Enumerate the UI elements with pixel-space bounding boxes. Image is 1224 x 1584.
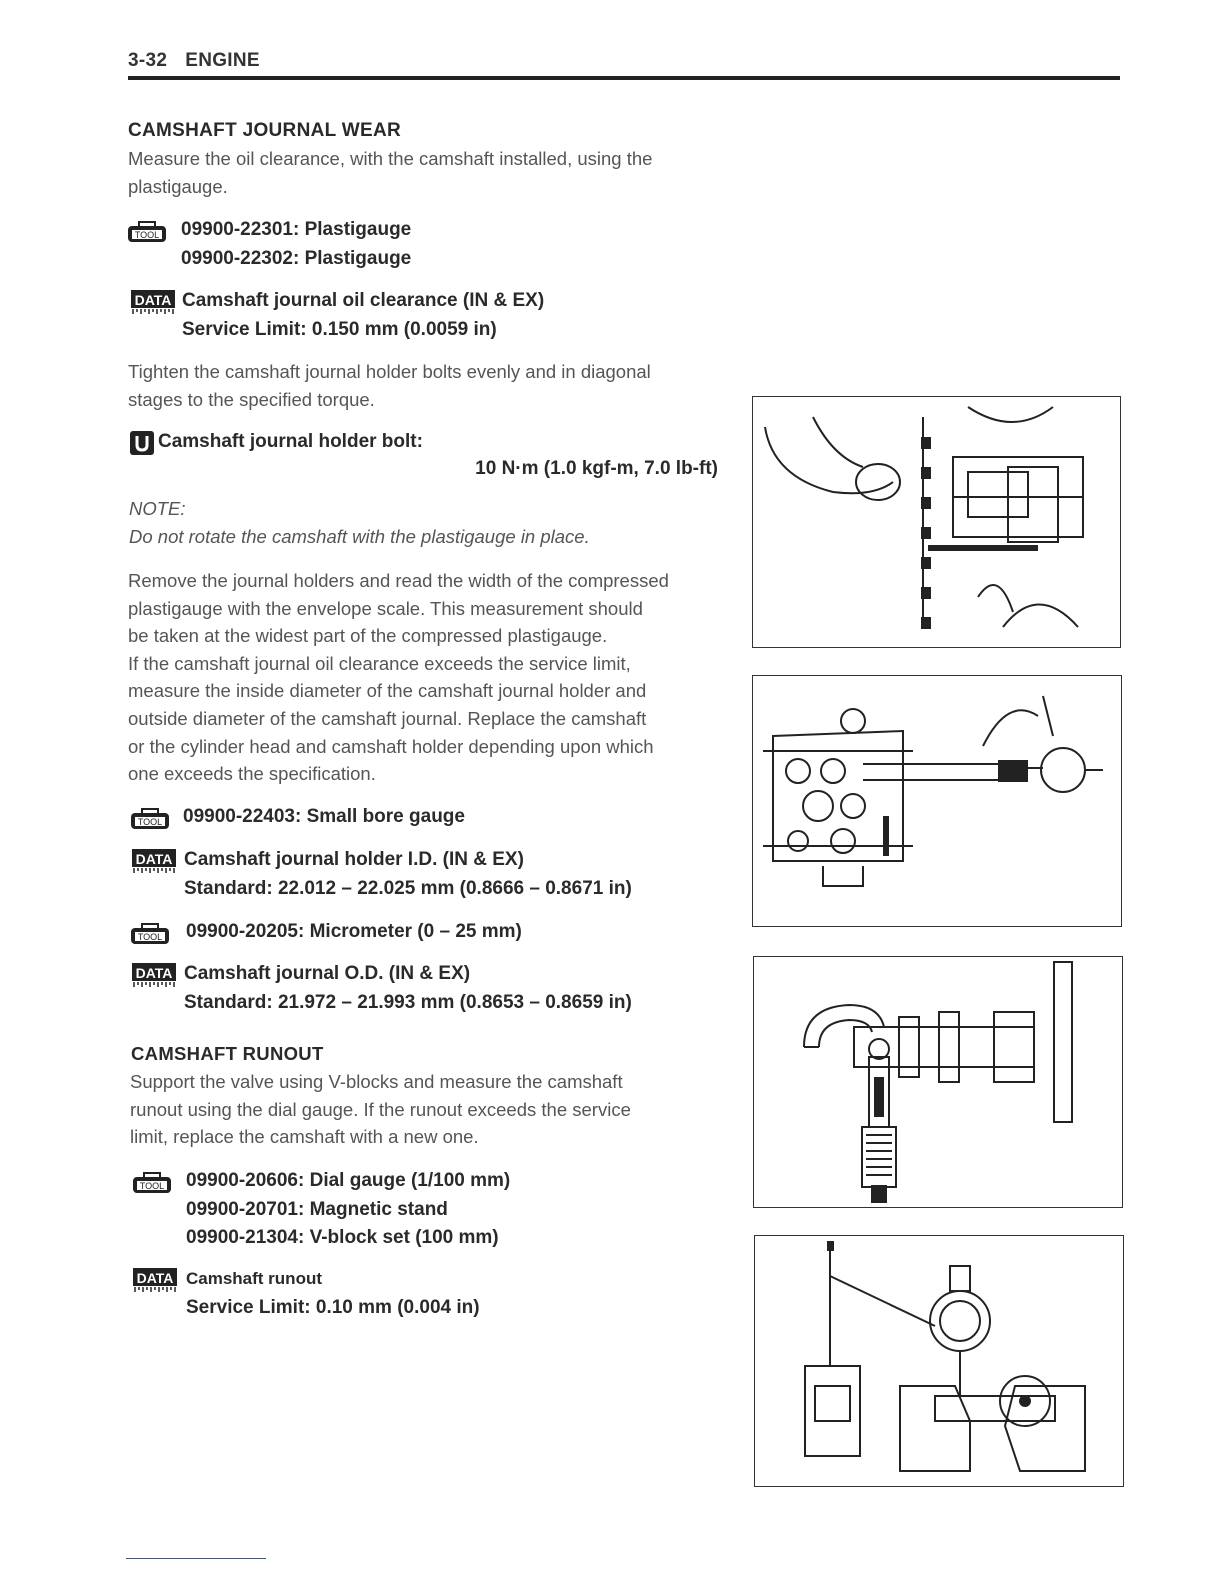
- figure-small-bore-gauge: [752, 675, 1122, 927]
- tighten-paragraph: [128, 358, 720, 413]
- svg-text:DATA: DATA: [136, 1270, 174, 1286]
- tool-icon: [126, 219, 168, 243]
- text-line: Remove the journal holders and read the width of the compressed: [128, 570, 669, 591]
- remove-paragraph: [128, 567, 718, 788]
- spec-holder-id: [184, 846, 632, 903]
- spec-journal-od: [184, 960, 632, 1017]
- spec-label: Camshaft journal O.D. (IN & EX): [184, 963, 471, 984]
- text-line: one exceeds the specification.: [128, 763, 376, 785]
- figure-dial-gauge-runout: [754, 1235, 1124, 1487]
- text-line: Tighten the camshaft journal holder bolts evenly and in diagonal: [128, 361, 651, 382]
- page-number: 3-32: [128, 50, 168, 71]
- tool-icon: [129, 921, 171, 945]
- footer-rule: [126, 1558, 266, 1559]
- svg-text:TOOL: TOOL: [137, 932, 163, 942]
- text-line: plastigauge.: [128, 175, 228, 197]
- svg-text:DATA: DATA: [134, 292, 172, 308]
- data-icon: [133, 1268, 177, 1292]
- spec-label: Camshaft journal holder I.D. (IN & EX): [184, 849, 524, 870]
- tool-list-plastigauge: [181, 216, 411, 273]
- note-label: NOTE:: [129, 498, 186, 519]
- tool-icon: [131, 1170, 173, 1194]
- text-line: measure the inside diameter of the camshaft journal holder and: [128, 680, 647, 702]
- spec-oil-clearance: [182, 287, 544, 344]
- text-line: Measure the oil clearance, with the camshaft installed, using the: [128, 148, 653, 169]
- svg-text:TOOL: TOOL: [139, 1181, 165, 1191]
- section-heading-journal-wear: CAMSHAFT JOURNAL WEAR: [128, 120, 401, 141]
- tool-list-runout: [186, 1167, 510, 1253]
- tool-item: 09900-21304: V-block set (100 mm): [186, 1227, 499, 1248]
- tool-icon: [129, 806, 171, 830]
- note-text: Do not rotate the camshaft with the plastigauge in place.: [129, 526, 590, 547]
- torque-wrench-icon: [129, 430, 155, 456]
- svg-text:TOOL: TOOL: [137, 817, 163, 827]
- svg-text:DATA: DATA: [135, 965, 173, 981]
- tool-item: 09900-20606: Dial gauge (1/100 mm): [186, 1170, 511, 1191]
- section-title: ENGINE: [185, 50, 260, 71]
- figure-micrometer: [753, 956, 1123, 1208]
- runout-paragraph: [130, 1068, 720, 1151]
- svg-text:DATA: DATA: [135, 851, 173, 867]
- header-rule: [128, 76, 1120, 80]
- tool-micrometer: 09900-20205: Micrometer (0 – 25 mm): [186, 921, 522, 942]
- tool-item: 09900-22301: Plastigauge: [181, 219, 412, 240]
- figure-plastigauge-measurement: [752, 396, 1121, 648]
- data-icon: [132, 849, 176, 873]
- text-line: plastigauge with the envelope scale. This measurement should: [128, 597, 643, 619]
- torque-value: 10 N·m (1.0 kgf-m, 7.0 lb-ft): [475, 458, 718, 479]
- section-heading-runout: CAMSHAFT RUNOUT: [131, 1043, 324, 1064]
- data-icon: [132, 963, 176, 987]
- tool-item: 09900-22302: Plastigauge: [181, 247, 412, 269]
- torque-label: Camshaft journal holder bolt:: [158, 431, 423, 452]
- text-line: stages to the specified torque.: [128, 388, 375, 410]
- tool-item: 09900-20701: Magnetic stand: [186, 1198, 448, 1220]
- page-header: [128, 50, 260, 72]
- spec-label: Camshaft runout: [186, 1269, 322, 1288]
- svg-text:TOOL: TOOL: [134, 230, 160, 240]
- text-line: outside diameter of the camshaft journal. Replace the camshaft: [128, 707, 647, 729]
- spec-value: Service Limit: 0.150 mm (0.0059 in): [182, 318, 497, 340]
- text-line: be taken at the widest part of the compressed plastigauge.: [128, 625, 608, 647]
- tool-small-bore-gauge: 09900-22403: Small bore gauge: [183, 806, 465, 827]
- spec-value: Service Limit: 0.10 mm (0.004 in): [186, 1296, 480, 1318]
- text-line: runout using the dial gauge. If the runout exceeds the service: [130, 1098, 631, 1120]
- text-line: or the cylinder head and camshaft holder depending upon which: [128, 735, 654, 757]
- data-icon: [131, 290, 175, 314]
- spec-value: Standard: 22.012 – 22.025 mm (0.8666 – 0.8671 in): [184, 877, 632, 899]
- text-line: Support the valve using V-blocks and measure the camshaft: [130, 1071, 623, 1092]
- intro-paragraph: [128, 145, 718, 200]
- spec-value: Standard: 21.972 – 21.993 mm (0.8653 – 0.8659 in): [184, 991, 632, 1013]
- text-line: limit, replace the camshaft with a new one.: [130, 1126, 479, 1148]
- text-line: If the camshaft journal oil clearance exceeds the service limit,: [128, 652, 631, 674]
- spec-runout: [186, 1265, 480, 1322]
- spec-label: Camshaft journal oil clearance (IN & EX): [182, 290, 545, 311]
